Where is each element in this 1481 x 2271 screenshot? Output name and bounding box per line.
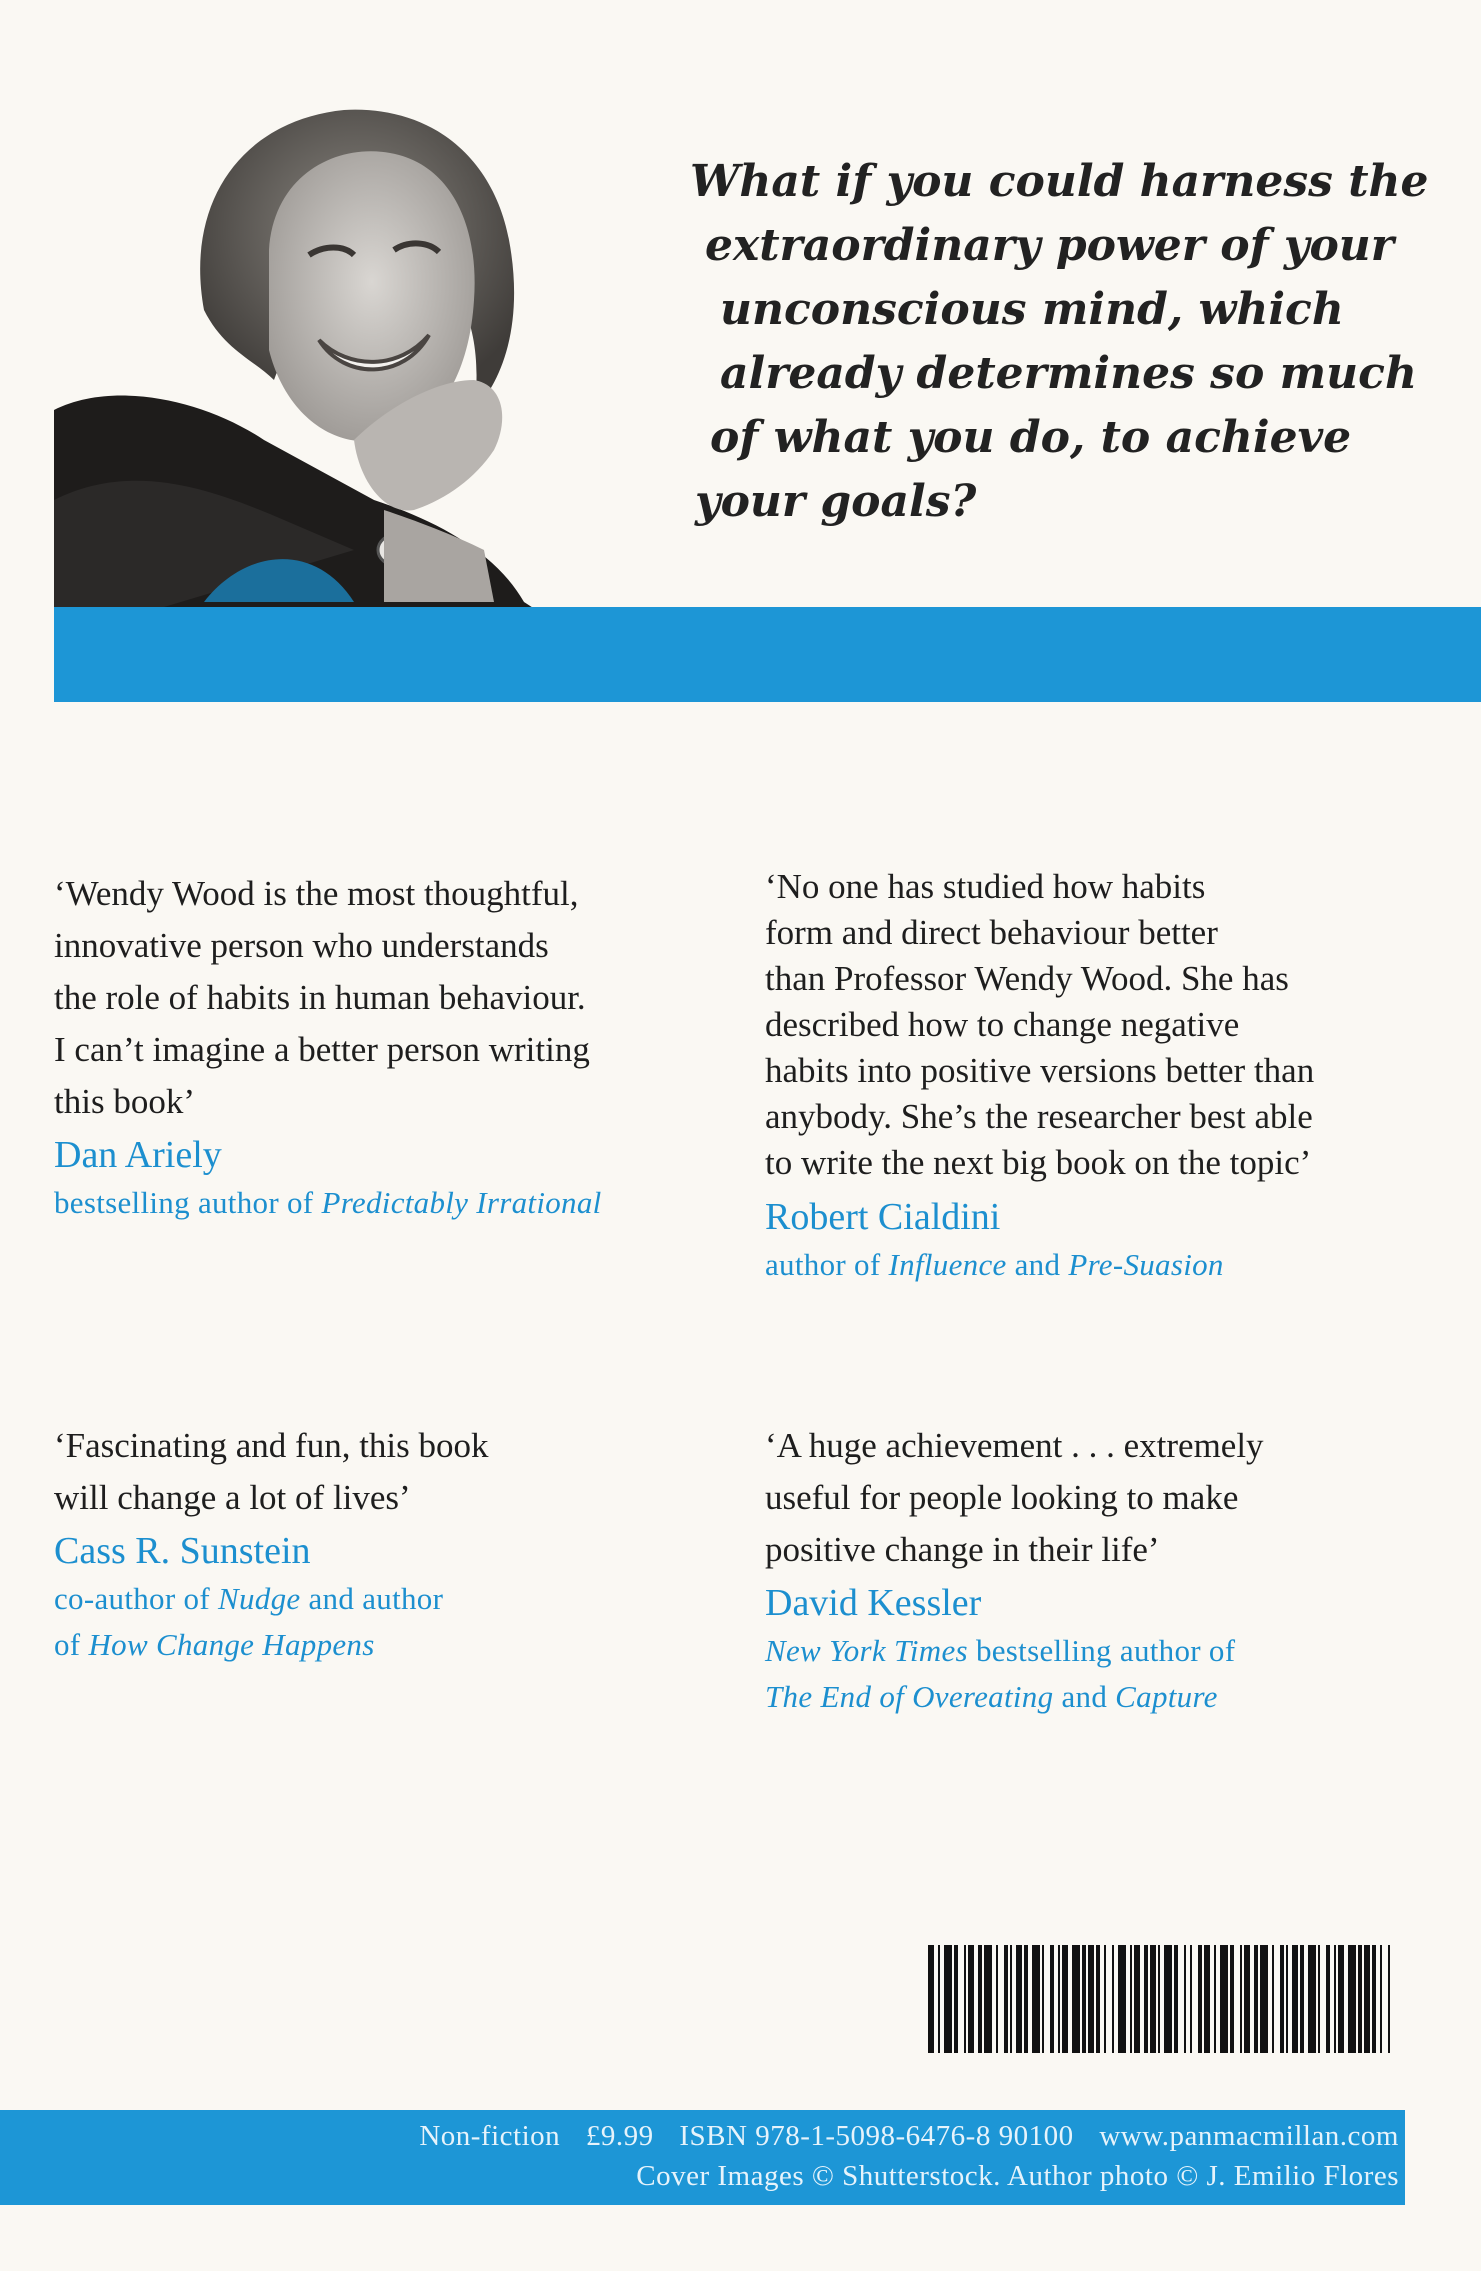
barcode-bar (1240, 1945, 1242, 2053)
tagline-line: unconscious mind, which (720, 284, 1344, 335)
quote-attribution: co-author of Nudge and author (54, 1581, 444, 1616)
quote-line: ‘A huge achievement . . . extremely (765, 1426, 1264, 1465)
barcode-bar (1318, 1945, 1320, 2053)
barcode-bar (1204, 1945, 1210, 2053)
publisher-url: www.panmacmillan.com (1099, 2120, 1399, 2152)
tagline-line: your goals? (695, 476, 977, 527)
barcode-bar (1104, 1945, 1106, 2053)
barcode-bar (1134, 1945, 1140, 2053)
quote-author: Robert Cialdini (765, 1196, 1001, 1238)
barcode-bar (964, 1945, 966, 2053)
barcode-bar (1042, 1945, 1044, 2053)
barcode-bar (1338, 1945, 1344, 2053)
quote-line: positive change in their life’ (765, 1530, 1160, 1569)
barcode-bar (1364, 1945, 1370, 2053)
barcode-bar (1174, 1945, 1178, 2053)
quote-line: than Professor Wendy Wood. She has (765, 959, 1289, 998)
tagline-line: extraordinary power of your (705, 220, 1394, 271)
price-label: £9.99 (585, 2120, 654, 2152)
barcode-bar (1198, 1945, 1202, 2053)
quote-dan-ariely (54, 868, 602, 1226)
barcode-bar (984, 1945, 992, 2053)
barcode-bar (1112, 1945, 1114, 2053)
barcode-bar (1150, 1945, 1156, 2053)
quote-author: Dan Ariely (54, 1134, 222, 1176)
barcode-bar (968, 1945, 974, 2053)
quote-line: described how to change negative (765, 1005, 1240, 1044)
barcode-bar (1244, 1945, 1250, 2053)
barcode-bar (978, 1945, 982, 2053)
quote-robert-cialdini (765, 864, 1314, 1288)
barcode-bar (1372, 1945, 1376, 2053)
barcode-bar (1348, 1945, 1356, 2053)
quote-line: the role of habits in human behaviour. (54, 978, 586, 1017)
quote-author: Cass R. Sunstein (54, 1530, 311, 1572)
barcode-bar (944, 1945, 952, 2053)
barcode-bar (1300, 1945, 1304, 2053)
barcode-bar (1082, 1945, 1086, 2053)
barcode-bar (1062, 1945, 1068, 2053)
barcode-bar (1032, 1945, 1040, 2053)
barcode-bar (938, 1945, 940, 2053)
category-label: Non-fiction (419, 2120, 561, 2152)
tagline (690, 150, 1429, 534)
barcode-bar (1326, 1945, 1330, 2053)
quote-attribution: author of Influence and Pre-Suasion (765, 1247, 1224, 1282)
barcode-bar (1088, 1945, 1094, 2053)
barcode-bar (1220, 1945, 1228, 2053)
footer-info-row (401, 2120, 1399, 2153)
quote-attribution: New York Times bestselling author of (765, 1633, 1236, 1668)
barcode-bar (1004, 1945, 1008, 2053)
quote-line: will change a lot of lives’ (54, 1478, 411, 1517)
barcode-bar (1230, 1945, 1234, 2053)
barcode-bar (1184, 1945, 1186, 2053)
quote-line: anybody. She’s the researcher best able (765, 1097, 1313, 1136)
barcode-bar (1260, 1945, 1268, 2053)
barcode-bar (1050, 1945, 1054, 2053)
barcode-bar (1158, 1945, 1160, 2053)
accent-band (54, 607, 1481, 702)
barcode-bar (1010, 1945, 1012, 2053)
footer-credits-row (618, 2160, 1399, 2193)
barcode-icon (928, 1945, 1394, 2053)
quote-line: ‘No one has studied how habits (765, 867, 1206, 906)
quote-line: innovative person who understands (54, 926, 549, 965)
quote-line: I can’t imagine a better person writing (54, 1030, 590, 1069)
barcode-bar (954, 1945, 958, 2053)
credits-label: Cover Images © Shutterstock. Author photo © J. Emilio Flores (636, 2160, 1399, 2192)
barcode-bar (1286, 1945, 1288, 2053)
barcode-bar (1058, 1945, 1060, 2053)
barcode-bar (1144, 1945, 1148, 2053)
barcode-bar (1130, 1945, 1132, 2053)
quote-line: ‘Fascinating and fun, this book (54, 1426, 489, 1465)
barcode-bar (1072, 1945, 1080, 2053)
quote-line: to write the next big book on the topic’ (765, 1143, 1312, 1182)
barcode-bar (1096, 1945, 1100, 2053)
barcode-bar (1118, 1945, 1126, 2053)
barcode-bar (1292, 1945, 1298, 2053)
barcode-bar (1334, 1945, 1336, 2053)
tagline-line: What if you could harness the (690, 156, 1429, 207)
barcode-bar (1016, 1945, 1022, 2053)
quote-line: form and direct behaviour better (765, 913, 1218, 952)
tagline-line: already determines so much (720, 348, 1417, 399)
barcode-bar (1164, 1945, 1172, 2053)
quote-line: habits into positive versions better than (765, 1051, 1315, 1090)
footer-band (0, 2110, 1405, 2205)
quote-david-kessler (765, 1420, 1264, 1720)
barcode-bar (1358, 1945, 1362, 2053)
quote-line: useful for people looking to make (765, 1478, 1239, 1517)
barcode-bar (1272, 1945, 1274, 2053)
barcode-bar (1380, 1945, 1382, 2053)
quote-attribution: bestselling author of Predictably Irrational (54, 1185, 602, 1220)
quote-line: ‘Wendy Wood is the most thoughtful, (54, 874, 579, 913)
barcode-bar (1214, 1945, 1216, 2053)
tagline-line: of what you do, to achieve (710, 412, 1352, 463)
barcode-bar (928, 1945, 934, 2053)
quote-cass-sunstein (54, 1420, 489, 1668)
quote-attribution: of How Change Happens (54, 1627, 375, 1662)
isbn-label: ISBN 978-1-5098-6476-8 90100 (679, 2120, 1074, 2152)
barcode-bar (996, 1945, 998, 2053)
quote-attribution: The End of Overeating and Capture (765, 1679, 1218, 1714)
barcode-bar (1280, 1945, 1284, 2053)
barcode-bar (1190, 1945, 1192, 2053)
barcode-bar (1024, 1945, 1028, 2053)
barcode-bar (1254, 1945, 1258, 2053)
barcode-bar (1388, 1945, 1390, 2053)
barcode-bar (1308, 1945, 1316, 2053)
quote-author: David Kessler (765, 1582, 982, 1624)
quote-line: this book’ (54, 1082, 195, 1121)
